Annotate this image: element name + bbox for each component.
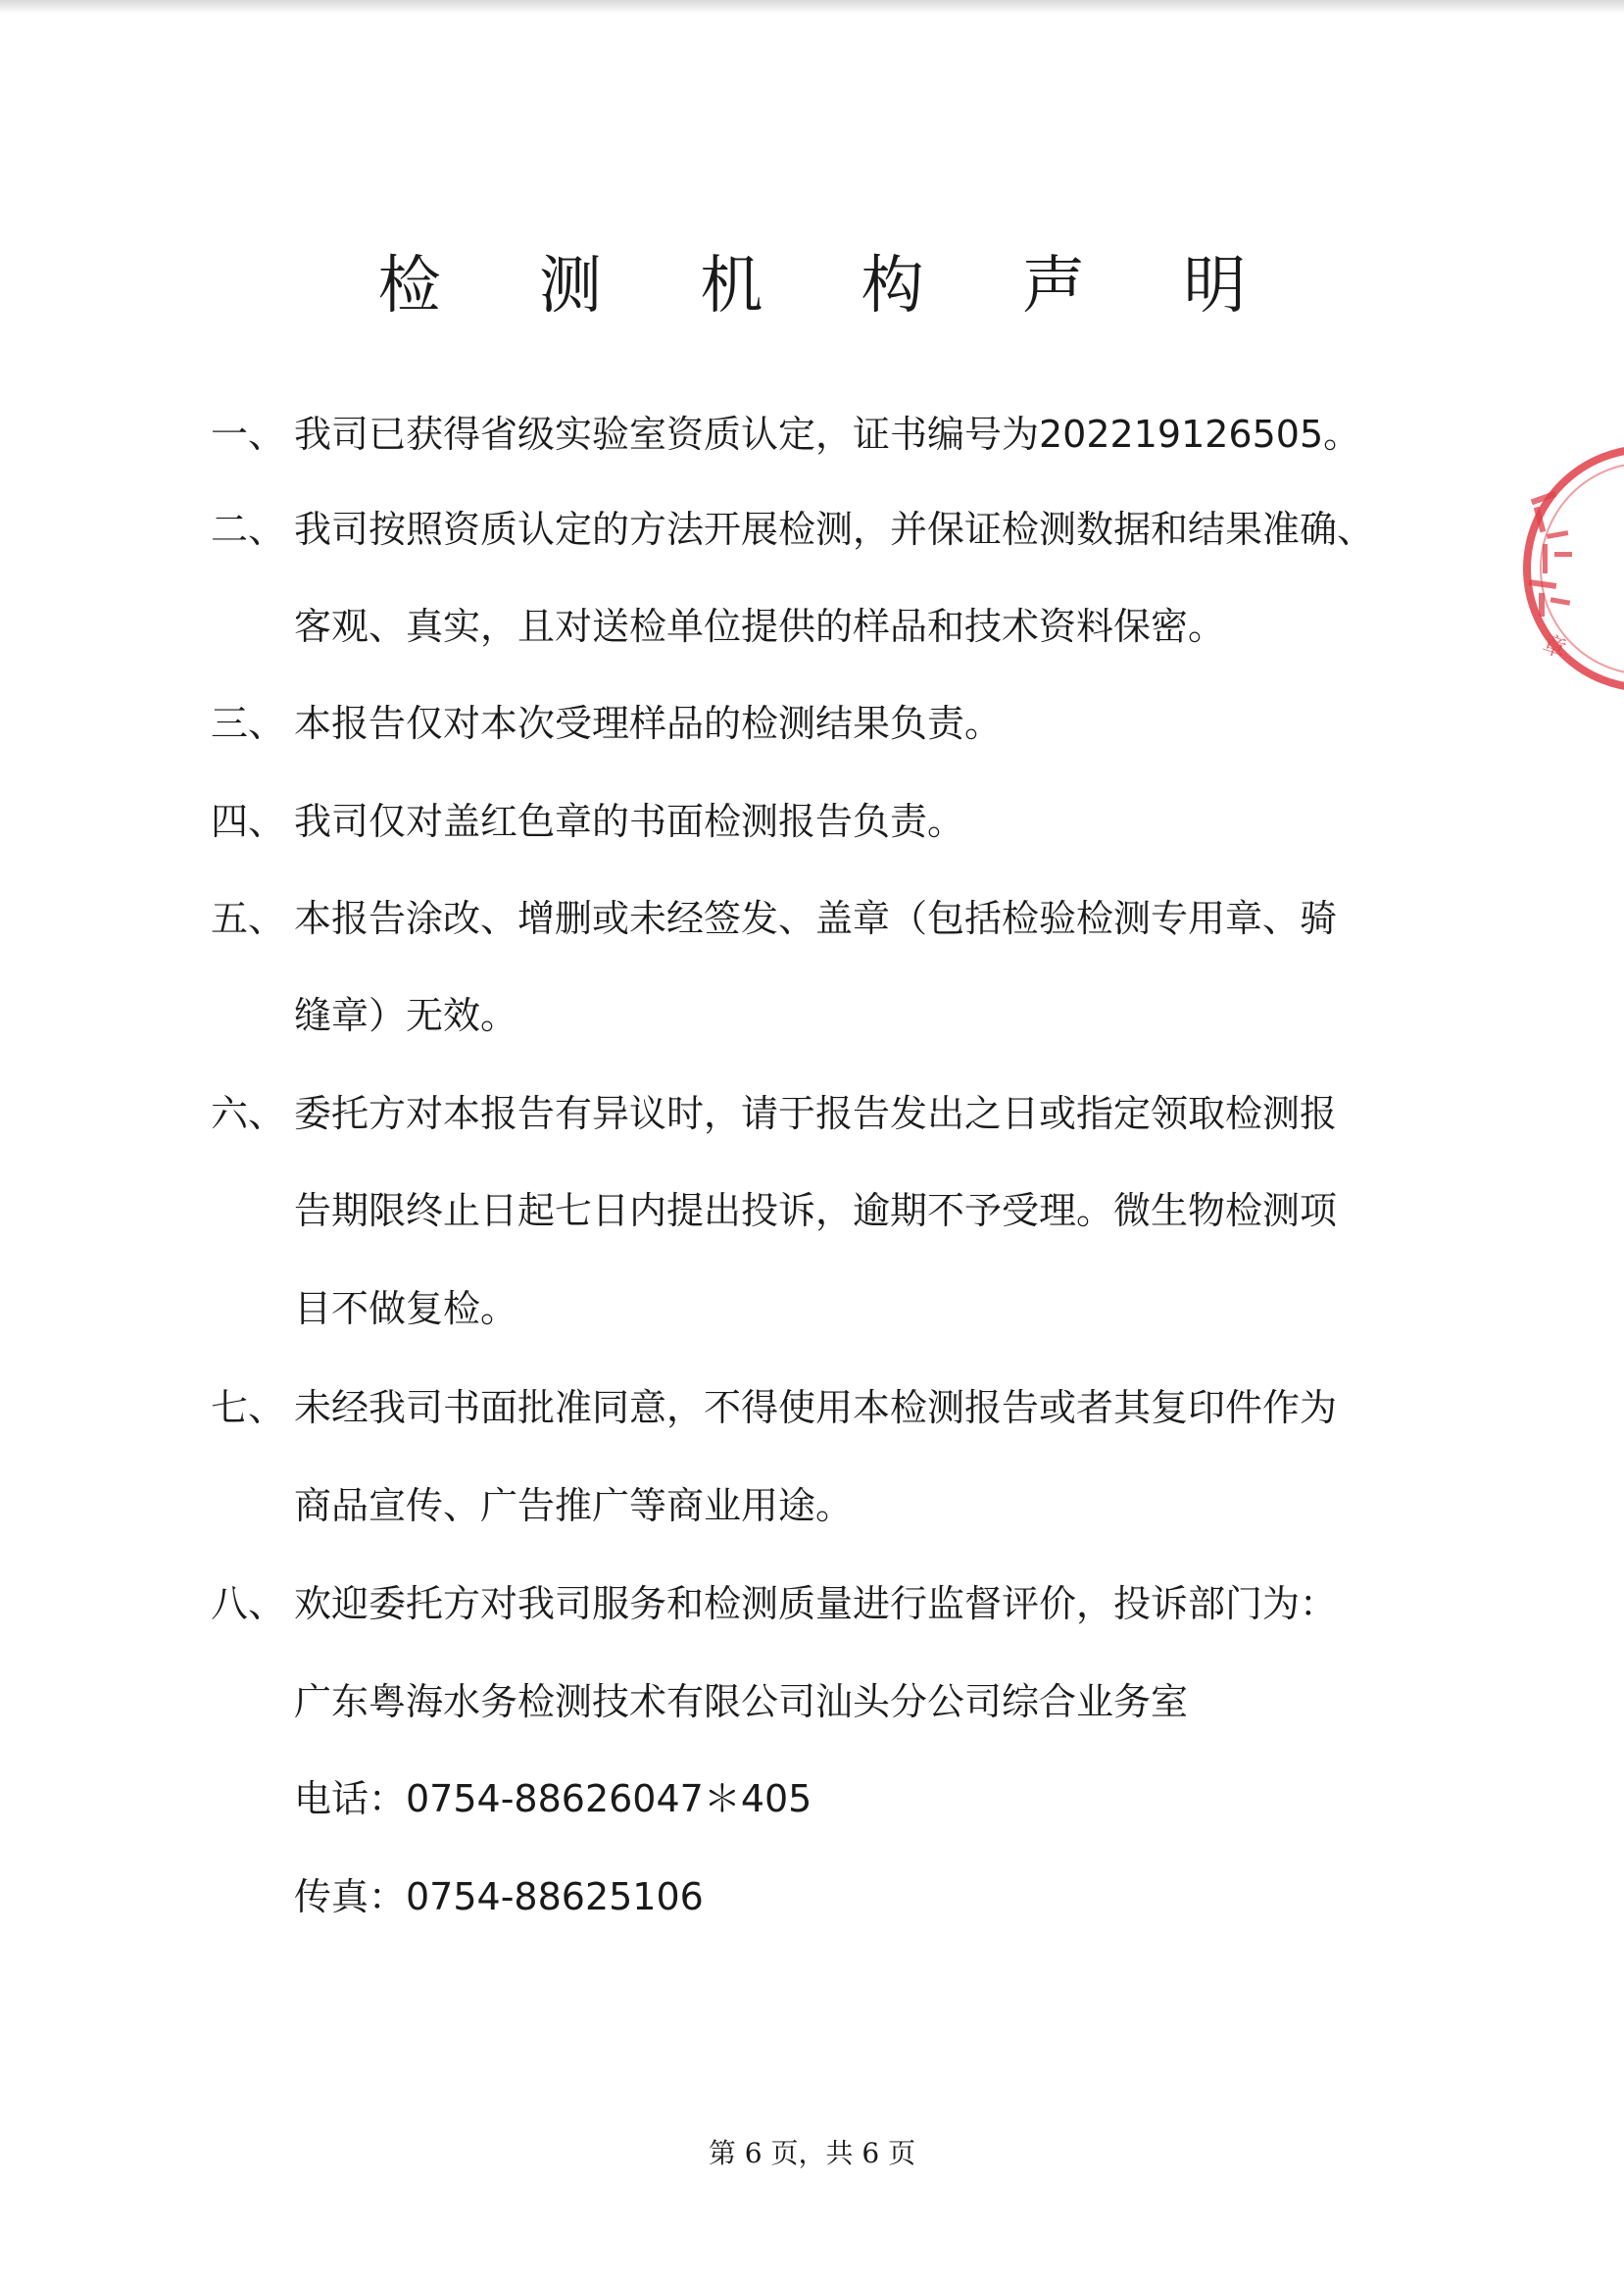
contact-phone: 电话：0754-88626047＊405 <box>294 1777 812 1820</box>
page-footer: 第 6 页，共 6 页 <box>708 2137 916 2169</box>
item-4-line-1: 我司仅对盖红色章的书面检测报告负责。 <box>294 800 965 843</box>
item-7-line-2: 商品宣传、广告推广等商业用途。 <box>294 1484 854 1527</box>
item-5-line-1: 本报告涂改、增删或未经签发、盖章（包括检验检测专用章、骑 <box>294 897 1338 940</box>
item-number-1: 一、 <box>211 413 286 456</box>
contact-fax: 传真：0754-88625106 <box>294 1875 704 1918</box>
item-6-line-1: 委托方对本报告有异议时，请于报告发出之日或指定领取检测报 <box>294 1092 1338 1135</box>
item-number-5: 五、 <box>211 897 286 940</box>
item-number-7: 七、 <box>211 1386 286 1429</box>
item-6-line-3: 目不做复检。 <box>294 1287 518 1330</box>
page-title: 检 测 机 构 声 明 <box>377 250 1286 322</box>
item-number-3: 三、 <box>211 702 286 745</box>
complaint-department: 广东粤海水务检测技术有限公司汕头分公司综合业务室 <box>294 1680 1189 1723</box>
item-3-line-1: 本报告仅对本次受理样品的检测结果负责。 <box>294 702 1003 745</box>
item-2-line-1: 我司按照资质认定的方法开展检测，并保证检测数据和结果准确、 <box>294 508 1375 551</box>
item-7-line-1: 未经我司书面批准同意，不得使用本检测报告或者其复印件作为 <box>294 1386 1338 1429</box>
scan-edge <box>0 0 1624 14</box>
item-8-line-1: 欢迎委托方对我司服务和检测质量进行监督评价，投诉部门为： <box>294 1582 1338 1625</box>
item-6-line-2: 告期限终止日起七日内提出投诉，逾期不予受理。微生物检测项 <box>294 1189 1338 1232</box>
item-1-line-1: 我司已获得省级实验室资质认定，证书编号为202219126505。 <box>294 413 1361 456</box>
item-2-line-2: 客观、真实，且对送检单位提供的样品和技术资料保密。 <box>294 605 1226 648</box>
item-number-4: 四、 <box>211 800 286 843</box>
seal-fragment-text: 章 <box>1539 629 1570 664</box>
red-seal-stamp <box>1500 436 1624 701</box>
item-number-6: 六、 <box>211 1092 286 1135</box>
item-number-8: 八、 <box>211 1582 286 1625</box>
item-5-line-2: 缝章）无效。 <box>294 994 518 1037</box>
item-number-2: 二、 <box>211 508 286 551</box>
